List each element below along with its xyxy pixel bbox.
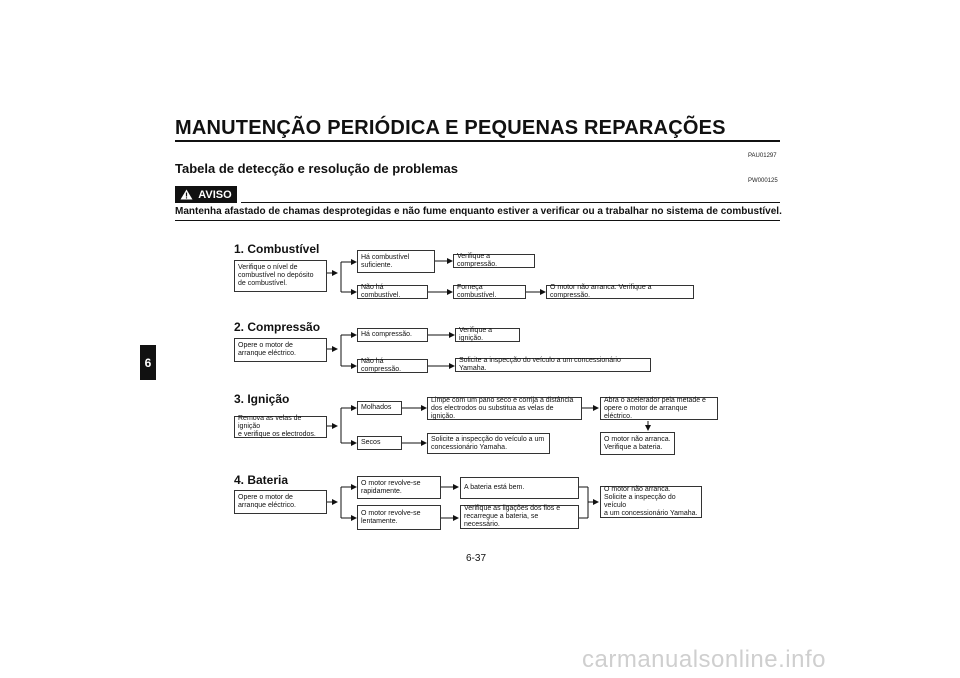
battery-slow-action-box <box>460 505 579 529</box>
warning-code: PW000125 <box>748 178 778 184</box>
ignition-wet-action-box <box>427 397 582 420</box>
fuel-no-action-text: Forneça combustível. <box>457 284 497 299</box>
fuel-no-action-box <box>453 285 526 299</box>
ignition-wet-next-text: Abra o acelerador pela metade e opere o motor de arranque eléctrico. <box>604 396 706 420</box>
section-subtitle: Tabela de detecção e resolução de problemas <box>175 161 458 176</box>
compression-yes-box <box>357 328 428 342</box>
page-title: MANUTENÇÃO PERIÓDICA E PEQUENAS REPARAÇÕES <box>175 117 726 139</box>
fuel-yes-box <box>357 250 435 273</box>
compression-no-box <box>357 359 428 373</box>
battery-slow-text: O motor revolve-se lentamente. <box>361 509 421 525</box>
battery-fast-text: O motor revolve-se rapidamente. <box>361 479 421 495</box>
fuel-no-text: Não há combustível. <box>361 284 401 299</box>
ignition-dry-box <box>357 436 402 450</box>
battery-slow-action-text: Verifique as ligações dos fios e recarregue a bateria, se necessário. <box>464 505 561 528</box>
section-code: PAU01297 <box>748 153 777 159</box>
ignition-result-box <box>600 432 675 455</box>
compression-no-action-text: Solicite a inspecção do veículo a um concessionário Yamaha. <box>459 357 621 372</box>
ignition-wet-box <box>357 401 402 415</box>
battery-result-text: O motor não arranca. Solicite a inspecção do veículo a um concessionário Yamaha. <box>604 486 698 517</box>
fuel-yes-text: Há combustível suficiente. <box>361 253 410 269</box>
battery-fast-action-text: A bateria está bem. <box>464 484 525 491</box>
ignition-wet-text: Molhados <box>361 404 392 411</box>
section-heading-fuel: 1. Combustível <box>234 242 320 256</box>
watermark: carmanualsonline.info <box>582 646 826 673</box>
ignition-dry-action-box <box>427 433 550 454</box>
ignition-wet-action-text: Limpe com um pano seco e corrija a distância dos electrodos ou substitua as velas de ignição. <box>431 396 574 420</box>
battery-result-box <box>600 486 702 518</box>
section-heading-battery: 4. Bateria <box>234 473 289 487</box>
ignition-dry-action-text: Solicite a inspecção do veículo a um concessionário Yamaha. <box>431 435 545 451</box>
battery-start-text: Opere o motor de arranque eléctrico. <box>238 494 296 509</box>
fuel-yes-action-box <box>453 254 535 268</box>
compression-yes-action-text: Verifique a ignição. <box>459 327 493 342</box>
compression-yes-text: Há compressão. <box>361 331 412 338</box>
fuel-start-text: Verifique o nível de combustível no depósito de combustível. <box>238 264 314 287</box>
fuel-no-result-box <box>546 285 694 299</box>
ignition-dry-text: Secos <box>361 439 381 446</box>
fuel-yes-action-text: Verifique a compressão. <box>457 253 498 268</box>
ignition-result-text: O motor não arranca. Verifique a bateria. <box>604 435 671 451</box>
battery-start-box <box>234 490 327 514</box>
battery-fast-action-box <box>460 477 579 499</box>
section-heading-ignition: 3. Ignição <box>234 392 290 406</box>
page-number: 6-37 <box>466 553 487 564</box>
battery-slow-box <box>357 505 441 530</box>
ignition-wet-next-box <box>600 397 718 420</box>
section-heading-compression: 2. Compressão <box>234 320 321 334</box>
chapter-tab: 6 <box>140 345 156 380</box>
ignition-start-box <box>234 416 327 438</box>
warning-text: Mantenha afastado de chamas desprotegidas e não fume enquanto estiver a verificar ou a trabalhar no sistema de combustível. <box>175 206 782 217</box>
compression-yes-action-box <box>455 328 520 342</box>
compression-no-text: Não há compressão. <box>361 358 402 373</box>
battery-fast-box <box>357 476 441 499</box>
fuel-no-result-text: O motor não arranca. Verifique a compressão. <box>550 284 652 299</box>
fuel-start-box <box>234 260 327 292</box>
warning-badge-label: AVISO <box>198 188 232 201</box>
compression-start-box <box>234 338 327 362</box>
fuel-no-box <box>357 285 428 299</box>
compression-start-text: Opere o motor de arranque eléctrico. <box>238 342 296 357</box>
compression-no-action-box <box>455 358 651 372</box>
ignition-start-text: Remova as velas de ignição e verifique os electrodos. <box>238 415 316 438</box>
